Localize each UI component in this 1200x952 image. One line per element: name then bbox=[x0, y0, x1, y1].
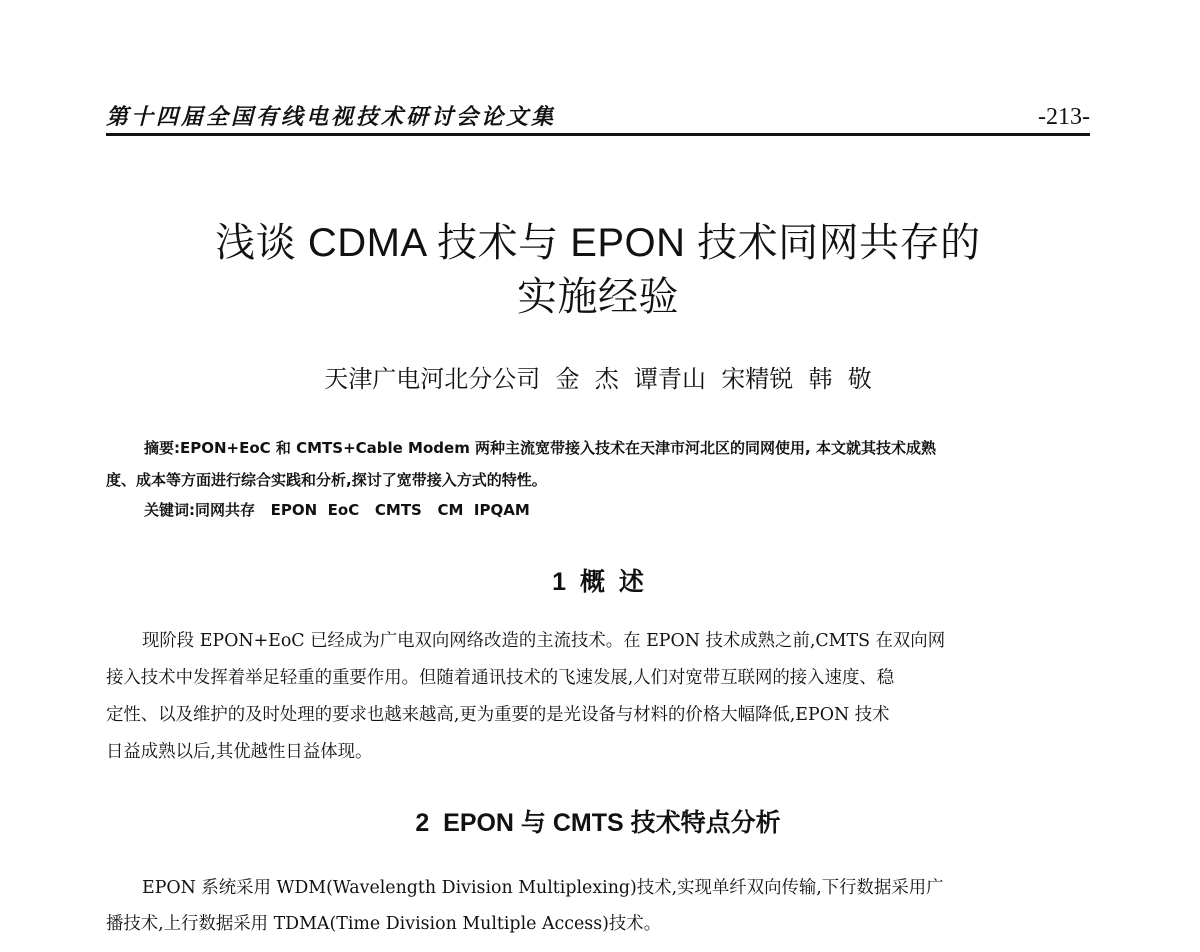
section-2-heading: 2 EPON 与 CMTS 技术特点分析 bbox=[415, 809, 781, 837]
running-head bbox=[106, 102, 1090, 132]
section-2-line: EPON 系统采用 WDM(Wavelength Division Multiplexing)技术,实现单纤双向传输,下行数据采用广 bbox=[142, 878, 944, 898]
section-1-line: 接入技术中发挥着举足轻重的重要作用。但随着通讯技术的飞速发展,人们对宽带互联网的接入速度、稳 bbox=[106, 668, 895, 688]
abstract-line-1: 摘要:EPON+EoC 和 CMTS+Cable Modem 两种主流宽带接入技术在天津市河北区的同网使用, 本文就其技术成熟 bbox=[144, 439, 936, 457]
paper-title-line-2: 实施经验 bbox=[517, 275, 679, 319]
journal-title: 第十四届全国有线电视技术研讨会论文集 bbox=[106, 104, 557, 130]
paper-title-line-1: 浅谈 CDMA 技术与 EPON 技术同网共存的 bbox=[215, 221, 981, 265]
header-rule bbox=[106, 133, 1090, 136]
abstract-line-2: 度、成本等方面进行综合实践和分析,探讨了宽带接入方式的特性。 bbox=[106, 471, 547, 489]
section-2-line: 播技术,上行数据采用 TDMA(Time Division Multiple Access)技术。 bbox=[106, 914, 662, 934]
keywords: 关键词:同网共存 EPON EoC CMTS CM IPQAM bbox=[144, 501, 530, 519]
authors-affiliation: 天津广电河北分公司 金 杰 谭青山 宋精锐 韩 敬 bbox=[324, 365, 872, 393]
page-number: -213- bbox=[1038, 104, 1090, 130]
section-1-line: 日益成熟以后,其优越性日益体现。 bbox=[106, 742, 373, 762]
section-1-line: 现阶段 EPON+EoC 已经成为广电双向网络改造的主流技术。在 EPON 技术成熟之前,CMTS 在双向网 bbox=[142, 631, 946, 651]
section-1-line: 定性、以及维护的及时处理的要求也越来越高,更为重要的是光设备与材料的价格大幅降低,EPON 技术 bbox=[106, 705, 890, 725]
section-1-heading: 1 概 述 bbox=[552, 568, 644, 596]
